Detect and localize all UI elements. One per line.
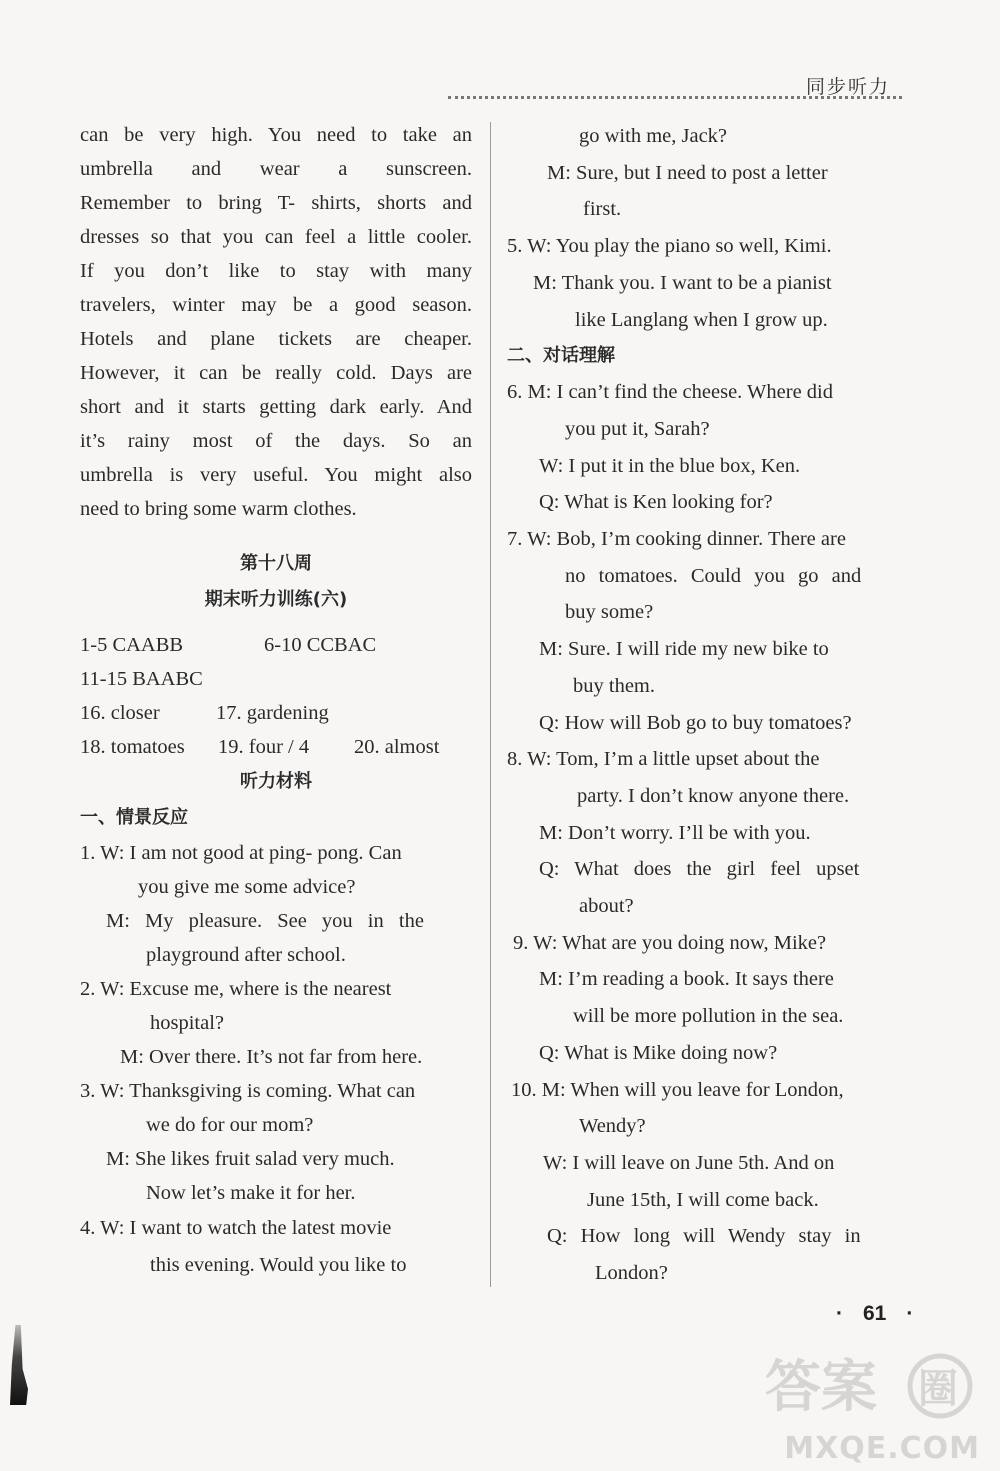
svg-text:答案: 答案: [765, 1355, 877, 1420]
answer-row: [80, 730, 472, 764]
dialogue-line: 10. M: When will you leave for London,: [511, 1078, 844, 1101]
binding-shadow: [10, 1325, 28, 1405]
dialogue-line: 6. M: I can’t find the cheese. Where did: [507, 381, 833, 404]
dialogue-line: M: I’m reading a book. It says there: [539, 968, 834, 991]
dialogue-line: M: Over there. It’s not far from here.: [120, 1046, 423, 1068]
passage-line: Remember to bring T- shirts, shorts and: [80, 192, 472, 214]
dialogue-line: Q: What is Ken looking for?: [539, 491, 773, 514]
dialogue-line: Q: What does the girl feel upset: [539, 858, 860, 881]
watermark-text: MXQE.COM: [784, 1431, 980, 1466]
exam-title: 期末听力训练(六): [204, 589, 348, 610]
page-number-value: 61: [863, 1302, 887, 1325]
answer-19: 19. four / 4: [218, 736, 310, 758]
answer-6-10: 6-10 CCBAC: [264, 634, 377, 656]
dialogue-line: M: Thank you. I want to be a pianist: [533, 271, 832, 294]
dialogue-line: about?: [579, 895, 634, 918]
page-bullet: ·: [906, 1302, 914, 1325]
passage-line: umbrella and wear a sunscreen.: [80, 158, 472, 180]
left-column: [80, 118, 472, 1284]
dialogue-line: you give me some advice?: [138, 876, 356, 898]
passage-line: short and it starts getting dark early. And: [80, 396, 472, 418]
dialogue-line: M: Sure. I will ride my new bike to: [539, 638, 829, 661]
dialogue-line: M: Don’t worry. I’ll be with you.: [539, 821, 811, 844]
dialogue-line: [80, 836, 472, 870]
passage-line: travelers, winter may be a good season.: [80, 294, 472, 316]
passage-line: Hotels and plane tickets are cheaper.: [80, 328, 472, 350]
dialogue-line: first.: [583, 198, 622, 221]
page-bullet: ·: [836, 1302, 843, 1325]
dialogue-line: Q: What is Mike doing now?: [539, 1041, 778, 1064]
svg-text:圈: 圈: [918, 1366, 958, 1412]
answer-20: 20. almost: [354, 736, 440, 758]
answer-16: 16. closer: [80, 702, 160, 724]
dialogue-line: 5. W: You play the piano so well, Kimi.: [507, 235, 832, 258]
dialogue-line: 8. W: Tom, I’m a little upset about the: [507, 748, 820, 771]
answer-1-5: 1-5 CAABB: [80, 634, 184, 656]
dialogue-line: 9. W: What are you doing now, Mike?: [513, 931, 827, 954]
dialogue-line: 4. W: I want to watch the latest movie: [80, 1217, 392, 1239]
passage-line: However, it can be really cold. Days are: [80, 362, 472, 384]
dialogue-line: 2. W: Excuse me, where is the nearest: [80, 978, 392, 1000]
passage-line: it’s rainy most of the days. So an: [80, 430, 472, 452]
dialogue-text: 1. W: I am not good at ping- pong. Can: [80, 842, 402, 864]
column-divider: [490, 122, 491, 1287]
answer-row: [80, 696, 472, 730]
section2-title: 二、对话理解: [507, 345, 615, 367]
dialogue-line: we do for our mom?: [146, 1114, 314, 1136]
passage: [80, 118, 472, 526]
dialogue-line: W: I put it in the blue box, Ken.: [539, 454, 801, 477]
dialogue-line: Q: How long will Wendy stay in: [547, 1225, 861, 1248]
answer-row: [80, 628, 472, 662]
dialogue-line: like Langlang when I grow up.: [575, 308, 828, 331]
answer-11-15: 11-15 BAABC: [80, 668, 203, 690]
week-title: 第十八周: [240, 553, 312, 574]
passage-line: If you don’t like to stay with many: [80, 260, 472, 282]
dialogue-line: party. I don’t know anyone there.: [577, 784, 850, 807]
dialogue-line: 3. W: Thanksgiving is coming. What can: [80, 1080, 416, 1102]
dialogue-line: buy some?: [565, 601, 654, 624]
dialogue-line: Q: How will Bob go to buy tomatoes?: [539, 711, 852, 734]
passage-line: need to bring some warm clothes.: [80, 498, 357, 520]
dialogue-line: M: My pleasure. See you in the: [106, 910, 424, 932]
answer-row: [80, 662, 472, 696]
dialogue-line: this evening. Would you like to: [150, 1254, 407, 1276]
dialogue-line: you put it, Sarah?: [565, 417, 710, 440]
dialogue-line: M: Sure, but I need to post a letter: [547, 161, 828, 184]
right-column: [507, 118, 902, 1292]
dialogue-line: no tomatoes. Could you go and: [565, 564, 862, 587]
dialogue-line: M: She likes fruit salad very much.: [106, 1148, 395, 1170]
dialogue-line: W: I will leave on June 5th. And on: [543, 1151, 835, 1174]
passage-line: umbrella is very useful. You might also: [80, 464, 472, 486]
answer-17: 17. gardening: [216, 702, 329, 724]
dialogue-line: June 15th, I will come back.: [587, 1188, 819, 1211]
passage-line: dresses so that you can feel a little cooler.: [80, 226, 472, 248]
passage-line: can be very high. You need to take an: [80, 124, 472, 146]
dialogue-line: buy them.: [573, 674, 655, 697]
watermark-logo-icon: [750, 1346, 980, 1426]
dialogue-line: Now let’s make it for her.: [146, 1182, 356, 1204]
header-rule: [448, 96, 902, 99]
dialogue-line: will be more pollution in the sea.: [573, 1005, 844, 1028]
dialogue-line: playground after school.: [146, 944, 346, 966]
material-title: 听力材料: [240, 771, 312, 792]
dialogue-line: London?: [595, 1262, 668, 1285]
watermark: [750, 1346, 980, 1466]
page-number: [826, 1302, 923, 1326]
section1-title: 一、情景反应: [80, 807, 188, 828]
dialogue-line: Wendy?: [579, 1115, 646, 1138]
dialogue-line: go with me, Jack?: [579, 125, 728, 147]
dialogue-line: hospital?: [150, 1012, 225, 1034]
running-header: 同步听力: [805, 76, 890, 98]
answer-18: 18. tomatoes: [80, 736, 185, 758]
dialogue-line: 7. W: Bob, I’m cooking dinner. There are: [507, 528, 846, 551]
